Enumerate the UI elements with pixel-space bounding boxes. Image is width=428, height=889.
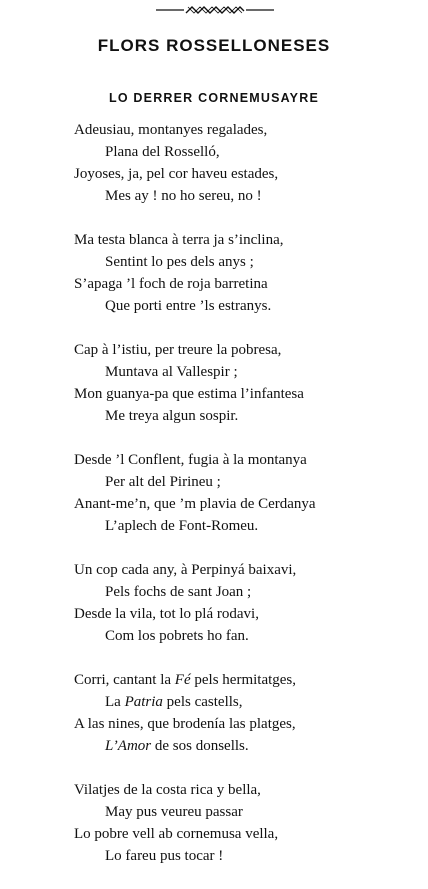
verse-line: Per alt del Pirineu ;	[105, 474, 221, 490]
verse-line	[74, 669, 414, 691]
page-title: FLORS ROSSELLONESES	[97, 36, 331, 55]
stanza	[74, 669, 414, 757]
verse-emphasis: L’Amor	[105, 738, 152, 754]
verse-line: Desde la vila, tot lo plá rodavi,	[74, 606, 259, 622]
verse-line: Plana del Rosselló,	[105, 144, 220, 160]
poem-body	[74, 119, 414, 889]
verse-line: Un cop cada any, à Perpinyá baixavi,	[74, 562, 297, 578]
verse-line: S’apaga ’l foch de roja barretina	[74, 276, 268, 292]
verse-text: de sos donsells.	[151, 738, 249, 754]
ornament-rule-graphic	[156, 4, 274, 16]
stanza	[74, 449, 414, 537]
verse-line: Sentint lo pes dels anys ;	[105, 254, 254, 270]
stanza	[74, 339, 414, 427]
verse-line: Que porti entre ’ls estranys.	[105, 298, 272, 314]
verse-line: Com los pobrets ho fan.	[105, 628, 249, 644]
verse-line: Lo pobre vell ab cornemusa vella,	[74, 826, 279, 842]
verse-line: Anant-me’n, que ’m plavia de Cerdanya	[74, 496, 316, 512]
stanza	[74, 779, 414, 867]
verse-line: May pus veureu passar	[105, 804, 243, 820]
verse-line	[74, 691, 414, 713]
header-ornament	[156, 4, 274, 16]
verse-line: Me treya algun sospir.	[105, 408, 239, 424]
verse-line: A las nines, que brodenía las platges,	[74, 716, 296, 732]
verse-text: pels castells,	[162, 694, 243, 710]
stanza	[74, 559, 414, 647]
verse-line: Joyoses, ja, pel cor haveu estades,	[74, 166, 279, 182]
verse-line: Muntava al Vallespir ;	[105, 364, 238, 380]
stanza	[74, 229, 414, 317]
stanza	[74, 119, 414, 207]
verse-line: Ma testa blanca à terra ja s’inclina,	[74, 232, 284, 248]
verse-line	[74, 735, 414, 757]
verse-line: Mon guanya-pa que estima l’infantesa	[74, 386, 304, 402]
verse-text: pels hermitatges,	[190, 672, 297, 688]
verse-line: L’aplech de Font-Romeu.	[105, 518, 259, 534]
verse-line: Vilatjes de la costa rica y bella,	[74, 782, 261, 798]
verse-text: La	[105, 694, 125, 710]
verse-line: Pels fochs de sant Joan ;	[105, 584, 252, 600]
verse-line: Lo fareu pus tocar !	[105, 848, 224, 864]
verse-line: Adeusiau, montanyes regalades,	[74, 122, 268, 138]
verse-text: Corri, cantant la	[74, 672, 175, 688]
verse-line: Cap à l’istiu, per treure la pobresa,	[74, 342, 282, 358]
verse-line: Mes ay ! no ho sereu, no !	[105, 188, 262, 204]
verse-emphasis: Fé	[174, 672, 191, 688]
poem-title: LO DERRER CORNEMUSAYRE	[109, 91, 319, 105]
verse-emphasis: Patria	[124, 694, 163, 710]
verse-line: Desde ’l Conflent, fugia à la montanya	[74, 452, 307, 468]
